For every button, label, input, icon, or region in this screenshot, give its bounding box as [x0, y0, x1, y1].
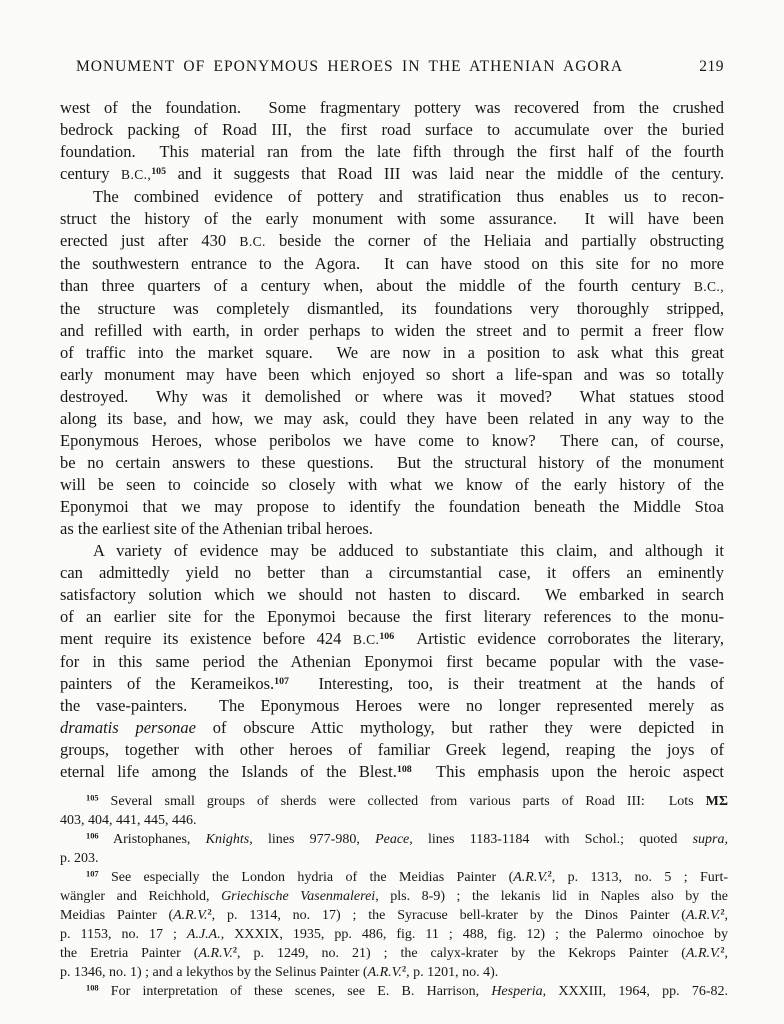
footnote-ref: 107: [86, 869, 99, 879]
paragraph: [60, 540, 724, 783]
text-line: [60, 606, 724, 628]
footnote: [60, 792, 728, 830]
text-segment: , lines 977-980,: [249, 832, 376, 847]
text-segment: wängler and Reichhold,: [60, 889, 222, 904]
text-segment: A variety of evidence may be adduced to substantiate this claim, and although it: [93, 541, 724, 560]
text-line: [60, 141, 724, 163]
text-segment: can admittedly yield no better than a circumstantial case, it offers an eminently: [60, 563, 724, 582]
text-segment: of obscure Attic mythology, but rather they were depicted in: [195, 718, 724, 737]
body-text: [60, 97, 724, 783]
text-segment: bedrock packing of Road III, the first road surface to accumulate over the buried: [60, 120, 724, 139]
text-segment: p. 203.: [60, 851, 99, 866]
italic-text: A.R.V.: [367, 965, 402, 980]
text-segment: , lines 1183-1184 with Schol.; quoted: [409, 832, 693, 847]
text-segment: Eponymous Heroes, whose peribolos we have come to know? There can, of course,: [60, 431, 724, 450]
text-segment: For interpretation of these scenes, see E. B. Harrison,: [98, 984, 492, 999]
italic-text: Peace: [375, 832, 410, 847]
text-segment: eternal life among the Islands of the Blest.: [60, 762, 397, 781]
text-segment: Interesting, too, is their treatment at the hands of: [288, 674, 724, 693]
running-head: [60, 57, 724, 77]
footnote-ref: 2: [547, 869, 552, 879]
text-segment: p. 1346, no. 1) ; and a lekythos by the Selinus Painter (: [60, 965, 368, 980]
text-segment: ,: [724, 908, 729, 923]
text-segment: early monument may have been which enjoyed so short a life-span and was so totally: [60, 365, 724, 384]
text-line: [60, 320, 724, 342]
text-line: [60, 97, 724, 119]
text-segment: the vase-painters. The Eponymous Heroes were no longer represented merely as: [60, 696, 724, 715]
text-segment: , p. 1314, no. 17) ; the Syracuse bell-krater by the Dinos Painter (: [211, 908, 686, 923]
text-line: [60, 887, 728, 906]
text-line: [60, 944, 728, 963]
text-segment: century: [60, 164, 122, 183]
text-line: [60, 849, 728, 868]
text-segment: and it suggests that Road III was laid near the middle of the century.: [166, 164, 724, 183]
text-line: [60, 811, 728, 830]
text-line: [60, 982, 728, 1001]
text-line: [60, 963, 728, 982]
text-line: [60, 208, 724, 230]
text-line: [60, 925, 728, 944]
paragraph: [60, 186, 724, 540]
text-line: [60, 253, 724, 275]
text-segment: B.C.: [239, 234, 266, 249]
text-line: [60, 540, 724, 562]
text-line: [60, 695, 724, 717]
text-line: [60, 298, 724, 320]
footnote-ref: 105: [151, 165, 167, 177]
text-line: [60, 584, 724, 606]
text-segment: foundation. This material ran from the late fifth through the first half of the fourth: [60, 142, 724, 161]
text-segment: groups, together with other heroes of familiar Greek legend, reaping the joys of: [60, 740, 724, 759]
italic-text: A.R.V.: [173, 908, 208, 923]
footnote-ref: 2: [401, 964, 407, 974]
footnote-ref: 108: [396, 763, 412, 775]
text-segment: than three quarters of a century when, about the middle of the fourth century: [60, 276, 694, 295]
text-segment: B.C.: [352, 632, 380, 647]
text-segment: , XXXIX, 1935, pp. 486, fig. 11 ; 488, fig. 12) ; the Palermo oinochoe by: [220, 927, 728, 942]
text-segment: the Eretria Painter (: [60, 946, 199, 961]
text-segment: struct the history of the early monument with some assurance. It will have been: [60, 209, 724, 228]
text-segment: B.C.,: [693, 279, 724, 294]
footnote-ref: 2: [720, 907, 725, 917]
text-line: [60, 830, 728, 849]
text-line: [60, 386, 724, 408]
italic-text: A.R.V.: [685, 908, 721, 923]
text-line: [60, 792, 728, 811]
text-line: [60, 651, 724, 673]
text-line: [60, 430, 724, 452]
italic-text: Knights: [205, 832, 250, 847]
text-line: [60, 474, 724, 496]
text-segment: Artistic evidence corroborates the literary,: [394, 629, 724, 648]
text-segment: the southwestern entrance to the Agora. It can have stood on this site for no more: [60, 254, 724, 273]
italic-text: dramatis personae: [60, 718, 196, 737]
text-segment: Several small groups of sherds were collected from various parts of Road III: Lots: [98, 794, 706, 809]
text-line: [60, 518, 724, 540]
text-segment: The combined evidence of pottery and stratification thus enables us to recon-: [93, 187, 724, 206]
italic-text: A.J.A.: [186, 927, 221, 942]
text-line: [60, 906, 728, 925]
text-segment: See especially the London hydria of the Meidias Painter (: [98, 870, 514, 885]
text-segment: will be seen to coincide so closely with what we know of the early history of the: [60, 475, 724, 494]
footnote-ref: 107: [274, 675, 289, 687]
italic-text: A.R.V.: [198, 946, 233, 961]
footnote-ref: 2: [720, 945, 725, 955]
paragraph: [60, 97, 724, 186]
text-line: [60, 739, 724, 761]
text-segment: Aristophanes,: [98, 832, 206, 847]
italic-text: Hesperia: [491, 984, 543, 999]
footnote: [60, 830, 728, 868]
running-head-title: MONUMENT OF EPONYMOUS HEROES IN THE ATHENIAN AGORA: [76, 58, 624, 75]
text-segment: ΜΣ: [705, 794, 728, 809]
text-segment: erected just after 430: [60, 231, 240, 250]
footnote-ref: 2: [232, 945, 238, 955]
text-segment: destroyed. Why was it demolished or where was it moved? What statues stood: [60, 387, 724, 406]
text-segment: , p. 1201, no. 4).: [406, 965, 499, 980]
text-segment: along its base, and how, we may ask, could they have been related in any way to the: [60, 409, 724, 428]
text-line: [60, 717, 724, 739]
text-line: [60, 673, 724, 695]
text-line: [60, 761, 724, 783]
italic-text: Griechische Vasenmalerei: [221, 889, 376, 904]
text-segment: for in this same period the Athenian Eponymoi first became popular with the vase-: [60, 652, 724, 671]
text-segment: of an earlier site for the Eponymoi because the first literary references to the monu-: [60, 607, 724, 626]
footnote-ref: 106: [379, 630, 395, 642]
footnote-ref: 2: [207, 907, 212, 917]
text-line: [60, 496, 724, 518]
text-line: [60, 628, 724, 651]
text-segment: 403, 404, 441, 445, 446.: [60, 813, 197, 828]
text-segment: , p. 1249, no. 21) ; the calyx-krater by the Kekrops Painter (: [237, 946, 686, 961]
text-segment: Eponymoi that we may propose to identify the foundation beneath the Middle Stoa: [60, 497, 724, 516]
text-segment: of traffic into the market square. We are now in a position to ask what this great: [60, 343, 724, 362]
text-line: [60, 186, 724, 208]
footnotes: [60, 792, 728, 1001]
text-segment: , XXXIII, 1964, pp. 76-82.: [542, 984, 728, 999]
text-segment: the structure was completely dismantled, its foundations very thoroughly stripped,: [60, 299, 724, 318]
text-segment: satisfactory solution which we should not hasten to discard. We embarked in search: [60, 585, 724, 604]
text-segment: as the earliest site of the Athenian tribal heroes.: [60, 519, 373, 538]
footnote-ref: 105: [86, 793, 99, 803]
text-segment: be no certain answers to these questions. But the structural history of the monument: [60, 453, 724, 472]
text-line: [60, 452, 724, 474]
text-line: [60, 230, 724, 253]
text-segment: , p. 1313, no. 5 ; Furt-: [551, 870, 728, 885]
text-segment: and refilled with earth, in order perhaps to widen the street and to permit a freer flow: [60, 321, 724, 340]
text-line: [60, 119, 724, 141]
text-line: [60, 562, 724, 584]
text-segment: This emphasis upon the heroic aspect: [411, 762, 724, 781]
text-line: [60, 342, 724, 364]
text-line: [60, 364, 724, 386]
text-segment: ,: [724, 946, 728, 961]
footnote-ref: 108: [86, 983, 99, 993]
text-segment: , pls. 8-9) ; the lekanis lid in Naples also by the: [375, 889, 728, 904]
italic-text: A.R.V.: [685, 946, 721, 961]
footnote-ref: 106: [86, 831, 99, 841]
text-segment: p. 1153, no. 17 ;: [60, 927, 187, 942]
footnote: [60, 982, 728, 1001]
text-line: [60, 868, 728, 887]
page-number: 219: [699, 58, 724, 75]
text-segment: ment require its existence before 424: [60, 629, 353, 648]
text-segment: painters of the Kerameikos.: [60, 674, 275, 693]
italic-text: A.R.V.: [513, 870, 548, 885]
text-segment: west of the foundation. Some fragmentary pottery was recovered from the crushed: [60, 98, 724, 117]
italic-text: supra,: [692, 832, 728, 847]
text-segment: Meidias Painter (: [60, 908, 174, 923]
text-segment: B.C.,: [121, 167, 152, 182]
text-line: [60, 408, 724, 430]
text-line: [60, 163, 724, 186]
footnote: [60, 868, 728, 982]
text-segment: beside the corner of the Heliaia and partially obstructing: [265, 231, 724, 250]
text-line: [60, 275, 724, 298]
